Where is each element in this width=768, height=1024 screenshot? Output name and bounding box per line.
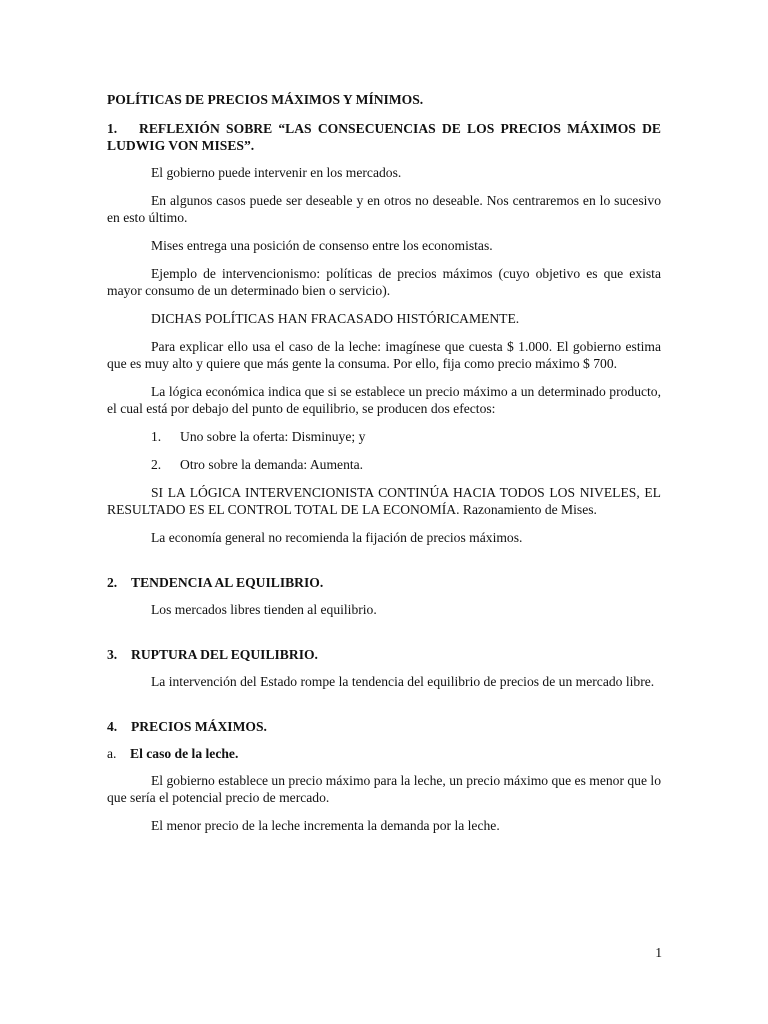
- list-item-text: Uno sobre la oferta: Disminuye; y: [180, 429, 366, 444]
- document-title: POLÍTICAS DE PRECIOS MÁXIMOS Y MÍNIMOS.: [107, 92, 424, 107]
- list-item: [151, 428, 661, 445]
- paragraph: El gobierno establece un precio máximo para la leche, un precio máximo que es menor que lo que sería el potencial precio de mercado.: [107, 773, 661, 805]
- paragraph: SI LA LÓGICA INTERVENCIONISTA CONTINÚA HACIA TODOS LOS NIVELES, EL RESULTADO ES EL CONTROL TOTAL DE LA ECONOMÍA. Razonamiento de Mises.: [107, 485, 661, 517]
- section-1-number: 1.: [107, 121, 118, 136]
- paragraph: La lógica económica indica que si se establece un precio máximo a un determinado producto, el cual está por debajo del punto de equilibrio, se producen dos efectos:: [107, 384, 661, 416]
- section-3-number: 3.: [107, 647, 118, 662]
- page-number: 1: [655, 945, 662, 960]
- subsection-letter: a.: [107, 746, 117, 761]
- section-3-title: RUPTURA DEL EQUILIBRIO.: [131, 647, 318, 662]
- section-2-number: 2.: [107, 575, 118, 590]
- paragraph: Ejemplo de intervencionismo: políticas de precios máximos (cuyo objetivo es que exista mayor consumo de un determinado bien o servicio).: [107, 266, 661, 298]
- section-4-title: PRECIOS MÁXIMOS.: [131, 719, 267, 734]
- paragraph: Para explicar ello usa el caso de la leche: imagínese que cuesta $ 1.000. El gobierno estima que es muy alto y quiere que más gente la consuma. Por ello, fija como precio máximo $ 700.: [107, 339, 661, 371]
- list-item-number: 2.: [151, 457, 162, 472]
- list-item-text: Otro sobre la demanda: Aumenta.: [180, 457, 364, 472]
- section-4-number: 4.: [107, 719, 118, 734]
- paragraph: La economía general no recomienda la fijación de precios máximos.: [151, 530, 523, 545]
- section-1-heading: [107, 120, 661, 154]
- section-2-title: TENDENCIA AL EQUILIBRIO.: [131, 575, 324, 590]
- paragraph: Mises entrega una posición de consenso entre los economistas.: [151, 238, 493, 253]
- section-3-heading: [107, 646, 661, 663]
- subsection-title: El caso de la leche.: [130, 746, 239, 761]
- paragraph: Los mercados libres tienden al equilibrio.: [151, 602, 377, 617]
- paragraph: El menor precio de la leche incrementa la demanda por la leche.: [151, 818, 500, 833]
- section-2-heading: [107, 574, 661, 591]
- section-1-title: REFLEXIÓN SOBRE “LAS CONSECUENCIAS DE LOS PRECIOS MÁXIMOS DE LUDWIG VON MISES”.: [107, 121, 661, 153]
- section-4-heading: [107, 718, 661, 735]
- list-item-number: 1.: [151, 429, 162, 444]
- paragraph: El gobierno puede intervenir en los mercados.: [151, 165, 402, 180]
- document-page: [107, 91, 661, 845]
- paragraph: En algunos casos puede ser deseable y en otros no deseable. Nos centraremos en lo sucesivo en esto último.: [107, 193, 661, 225]
- list-item: [151, 456, 661, 473]
- subsection-heading: [107, 745, 661, 762]
- paragraph: La intervención del Estado rompe la tendencia del equilibrio de precios de un mercado libre.: [151, 674, 655, 689]
- paragraph: DICHAS POLÍTICAS HAN FRACASADO HISTÓRICAMENTE.: [151, 311, 520, 326]
